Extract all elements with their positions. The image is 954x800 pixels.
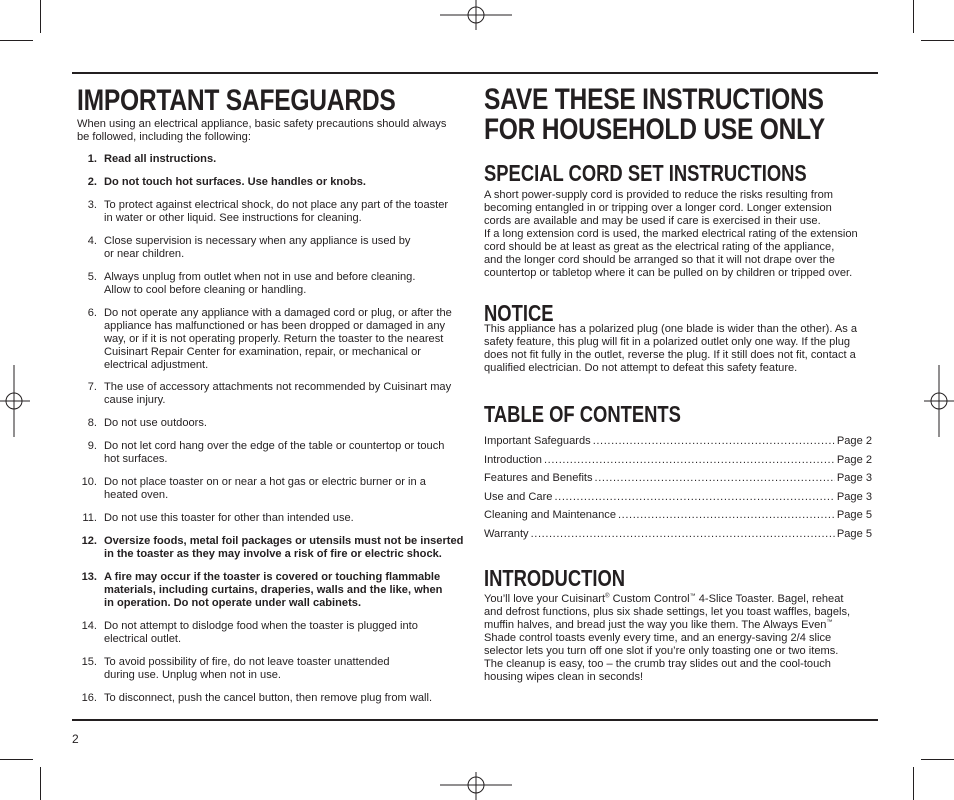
intro-text-part: Custom Control [609,593,690,605]
intro-text-part: and defrost functions, plus six shade settings, let you toast waffles, bagels, muffin halves, and bread just the way you like them. The Always Even [484,606,851,631]
item-text: Read all instructions. [104,153,217,165]
introduction-text [484,593,884,684]
toc-leader [595,472,835,485]
item-number: 8. [87,417,97,429]
item-text: The use of accessory attachments not recommended by Cuisinart may cause injury. [104,381,452,406]
item-text: Do not use outdoors. [104,417,207,429]
toc-leader [531,528,835,541]
bottom-rule [72,719,878,721]
item-text: Do not touch hot surfaces. Use handles or knobs. [104,176,366,188]
toc-label: Use and Care [484,491,553,503]
registration-mark-top [440,0,512,30]
item-text: Close supervision is necessary when any appliance is used by or near children. [104,235,411,260]
toc-entry[interactable] [484,435,872,448]
trademark-mark: ™ [826,619,833,626]
registration-mark-left [0,365,30,437]
item-number: 16. [81,692,97,704]
toc-page: Page 3 [836,472,872,484]
top-rule [72,72,878,74]
item-number: 7. [87,381,97,393]
item-number: 3. [87,199,97,211]
toc-leader [544,454,835,467]
item-number: 6. [87,307,97,319]
crop-mark [40,767,41,800]
page-number: 2 [72,732,79,746]
toc-label: Warranty [484,528,529,540]
toc-entry[interactable] [484,509,872,522]
item-text: Always unplug from outlet when not in use and before cleaning. Allow to cool before cleaning or handling. [104,271,416,296]
item-number: 2. [87,176,97,188]
registration-mark-bottom [440,772,512,800]
toc-leader [593,435,835,448]
item-text: Do not attempt to dislodge food when the toaster is plugged into electrical outlet. [104,620,418,645]
item-number: 5. [87,271,97,283]
save-instructions-title-line1: SAVE THESE INSTRUCTIONS [484,83,824,116]
item-text: To protect against electrical shock, do not place any part of the toaster in water or other liquid. See instructions for cleaning. [104,199,449,224]
toc-entry[interactable] [484,528,872,541]
item-text: Do not place toaster on or near a hot gas or electric burner or in a heated oven. [104,476,426,501]
toc-label: Cleaning and Maintenance [484,509,616,521]
crop-mark [0,759,33,760]
item-number: 10. [81,476,97,488]
toc-page: Page 2 [836,435,872,447]
intro-text-part: Shade control toasts evenly every time, and an energy-saving 2/4 slice selector lets you turn off one slot if you’re only toasting one or two items. The cleanup is easy, too – the crumb tray slides out and the cool-touch housing wipes clean in seconds! [484,632,839,683]
important-safeguards-title: IMPORTANT SAFEGUARDS [77,84,396,117]
toc-entry[interactable] [484,491,872,504]
item-text: A fire may occur if the toaster is covered or touching flammable materials, including curtains, draperies, walls and the like, when in operation. Do not operate under wall cabinets. [104,571,443,609]
crop-mark [913,767,914,800]
item-number: 1. [87,153,97,165]
item-number: 11. [82,512,97,524]
toc-leader [618,509,835,522]
toc-page: Page 3 [836,491,872,503]
item-text: To avoid possibility of fire, do not leave toaster unattended during use. Unplug when not in use. [104,656,390,681]
item-number: 9. [87,440,97,452]
item-number: 14. [81,620,97,632]
intro-text-part: 4-Slice Toaster. Bagel, reheat [695,593,844,605]
registration-mark-right [924,365,954,437]
registered-mark: ® [605,593,610,600]
item-number: 13. [81,571,97,583]
item-text: Oversize foods, metal foil packages or utensils must not be inserted in the toaster as they may involve a risk of fire or electric shock. [104,535,464,560]
save-instructions-title-line2: FOR HOUSEHOLD USE ONLY [484,113,825,146]
toc-leader [554,491,834,504]
crop-mark [921,759,954,760]
toc-entry[interactable] [484,454,872,467]
crop-mark [913,0,914,33]
toc-heading: TABLE OF CONTENTS [484,401,681,427]
introduction-heading: INTRODUCTION [484,565,626,591]
item-text: Do not operate any appliance with a damaged cord or plug, or after the appliance has malfunctioned or has been dropped or damaged in any way, or if it is not operating properly. Return the toaster to the nearest Cuisinart Repair Center for examination, repair, or mechanical or electrical adjustment. [104,307,452,371]
cord-set-text: A short power-supply cord is provided to reduce the risks resulting from becoming entangled in or tripping over a longer cord. Longer extension cords are available and may be used if care is exercised in their use. If a long extension cord is used, the marked electrical rating of the extension cord should be at least as great as the electrical rating of the appliance, and the longer cord should be arranged so that it will not drape over the countertop or tabletop where it can be pulled on by children or tripped over. [484,189,858,279]
notice-text: This appliance has a polarized plug (one blade is wider than the other). As a safety feature, this plug will fit in a polarized outlet only one way. If the plug does not fit fully in the outlet, reverse the plug. If it still does not fit, contact a qualified electrician. Do not attempt to defeat this safety feature. [484,323,858,374]
item-number: 4. [87,235,97,247]
item-text: Do not use this toaster for other than intended use. [104,512,354,524]
toc-label: Introduction [484,454,542,466]
toc-label: Features and Benefits [484,472,593,484]
toc-page: Page 5 [836,528,872,540]
toc-page: Page 5 [836,509,872,521]
notice-heading: NOTICE [484,300,554,326]
trademark-mark: ™ [689,593,696,600]
safeguards-intro: When using an electrical appliance, basic safety precautions should always be followed, including the following: [77,118,447,143]
cord-set-heading: SPECIAL CORD SET INSTRUCTIONS [484,160,807,186]
item-text: Do not let cord hang over the edge of the table or countertop or touch hot surfaces. [104,440,445,465]
toc-entry[interactable] [484,472,872,485]
item-text: To disconnect, push the cancel button, then remove plug from wall. [104,692,433,704]
crop-mark [40,0,41,33]
toc-page: Page 2 [836,454,872,466]
item-number: 15. [81,656,97,668]
toc-label: Important Safeguards [484,435,591,447]
item-number: 12. [81,535,97,547]
crop-mark [921,40,954,41]
intro-text-part: You’ll love your Cuisinart [484,593,606,605]
crop-mark [0,40,33,41]
